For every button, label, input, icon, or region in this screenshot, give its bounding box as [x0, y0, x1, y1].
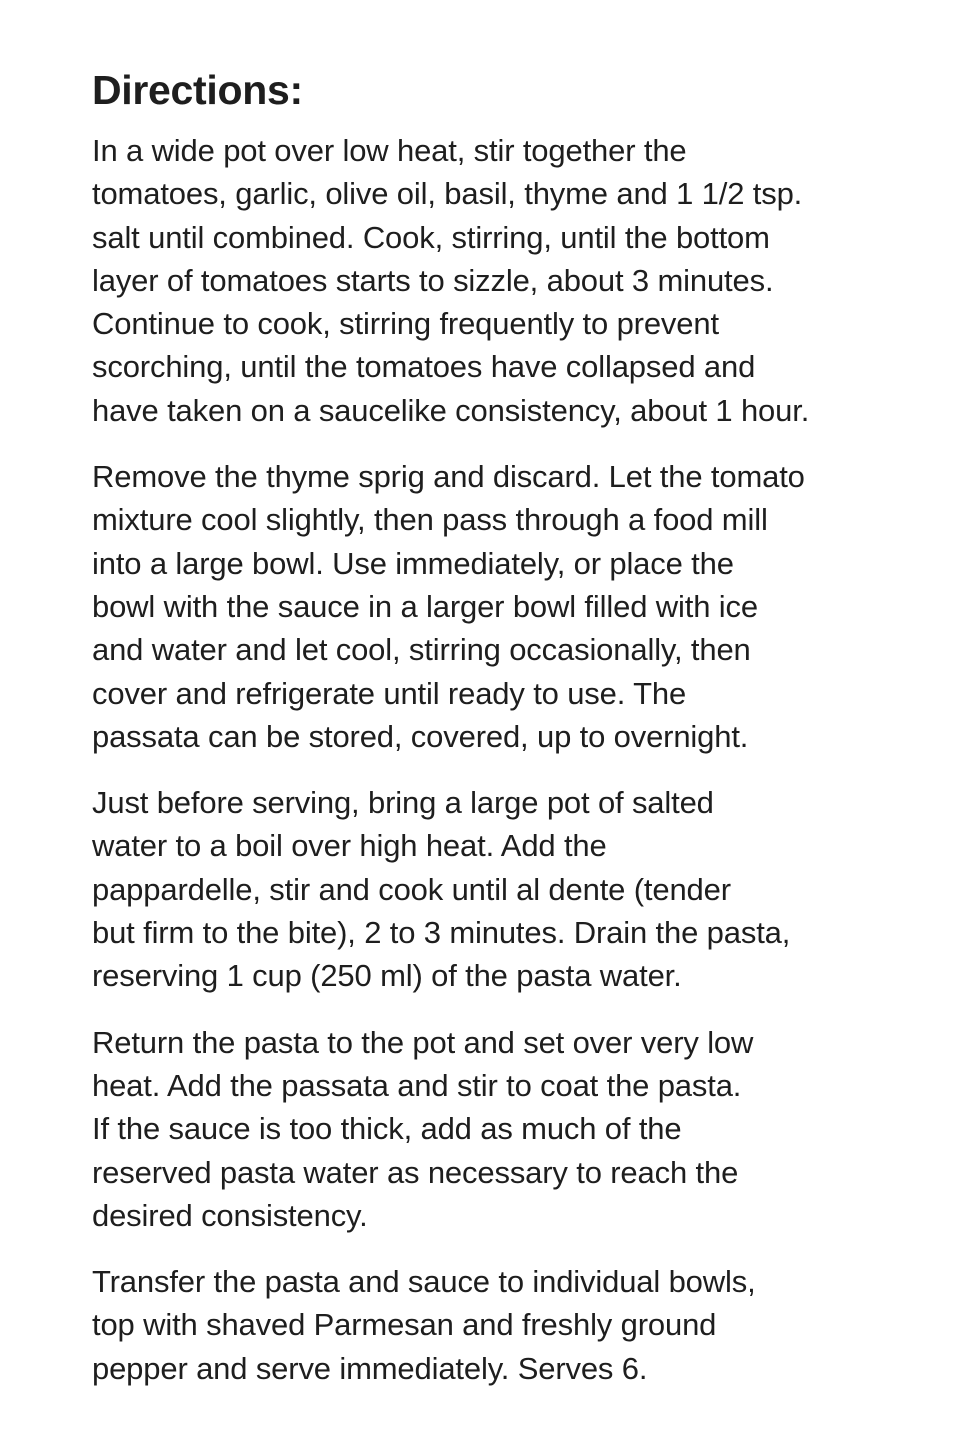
step-text-line: scorching, until the tomatoes have collapsed and: [92, 349, 756, 385]
direction-step-4: [92, 1021, 892, 1237]
step-text-line: heat. Add the passata and stir to coat the pasta.: [92, 1067, 742, 1103]
step-text-line: into a large bowl. Use immediately, or place the: [92, 545, 734, 581]
step-text-line: reserved pasta water as necessary to reach the: [92, 1154, 739, 1190]
directions-heading: Directions:: [92, 67, 303, 113]
step-text-line: pepper and serve immediately. Serves 6.: [92, 1350, 648, 1386]
step-text-line: reserving 1 cup (250 ml) of the pasta water.: [92, 958, 682, 994]
step-text-line: salt until combined. Cook, stirring, until the bottom: [92, 219, 770, 255]
direction-step-3: [92, 781, 892, 997]
step-text-line: mixture cool slightly, then pass through a food mill: [92, 502, 768, 538]
directions-steps: [92, 129, 892, 1390]
step-text-line: top with shaved Parmesan and freshly ground: [92, 1307, 717, 1343]
step-text-line: and water and let cool, stirring occasionally, then: [92, 632, 751, 668]
step-text-line: bowl with the sauce in a larger bowl filled with ice: [92, 588, 758, 624]
step-text-line: desired consistency.: [92, 1197, 368, 1233]
direction-step-5: [92, 1260, 892, 1390]
step-text-line: have taken on a saucelike consistency, about 1 hour.: [92, 392, 810, 428]
step-text-line: Return the pasta to the pot and set over very low: [92, 1024, 754, 1060]
step-text-line: passata can be stored, covered, up to overnight.: [92, 718, 749, 754]
step-text-line: Just before serving, bring a large pot of salted: [92, 785, 714, 821]
step-text-line: Transfer the pasta and sauce to individual bowls,: [92, 1264, 756, 1300]
directions-section: [92, 62, 892, 1413]
step-text-line: water to a boil over high heat. Add the: [92, 828, 607, 864]
step-text-line: but firm to the bite), 2 to 3 minutes. Drain the pasta,: [92, 915, 791, 951]
step-text-line: pappardelle, stir and cook until al dente (tender: [92, 871, 731, 907]
step-text-line: cover and refrigerate until ready to use. The: [92, 675, 687, 711]
step-text-line: If the sauce is too thick, add as much of the: [92, 1111, 682, 1147]
step-text-line: layer of tomatoes starts to sizzle, about 3 minutes.: [92, 262, 774, 298]
direction-step-2: [92, 455, 892, 758]
step-text-line: In a wide pot over low heat, stir together the: [92, 133, 687, 168]
step-text-line: Continue to cook, stirring frequently to prevent: [92, 306, 719, 342]
step-text-line: Remove the thyme sprig and discard. Let the tomato: [92, 459, 805, 495]
direction-step-1: [92, 129, 892, 432]
step-text-line: tomatoes, garlic, olive oil, basil, thyme and 1 1/2 tsp.: [92, 176, 803, 212]
